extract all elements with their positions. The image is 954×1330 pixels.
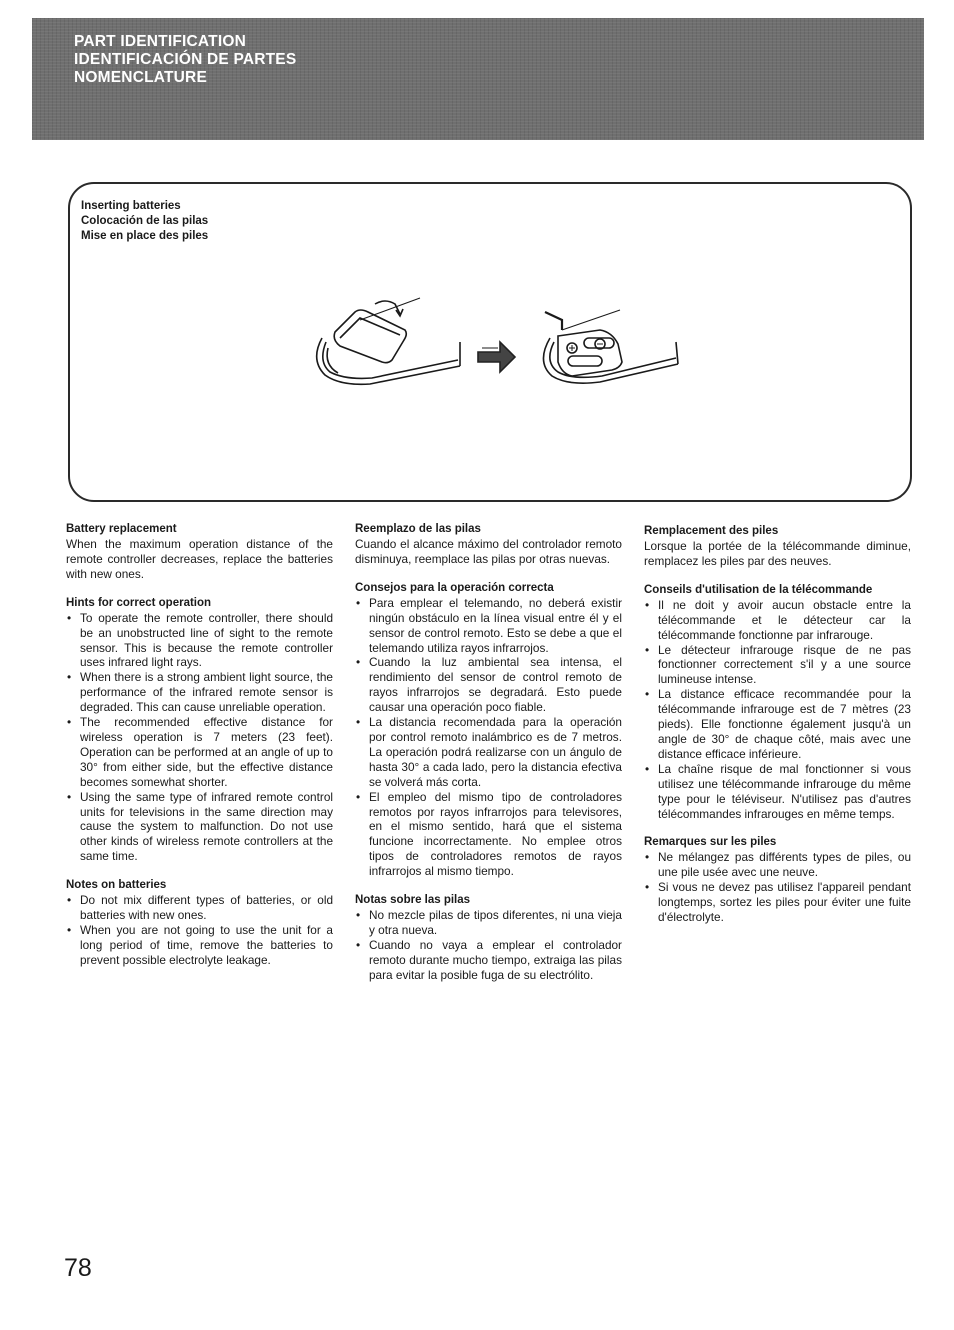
section-title-en: PART IDENTIFICATION [74, 33, 246, 50]
caption-en: Inserting batteries [81, 200, 181, 212]
notes-heading: Remarques sur les piles [644, 836, 777, 849]
list-item: • When there is a strong ambient light source, the performance of the infrared remote sensor is degraded. This can cause unreliable operation. [66, 670, 333, 715]
list-item: • El empleo del mismo tipo de controladores remotos por rayos infrarrojos para televisores, en el mismo sentido, hará que el sistema funcione incorrectamente. No emplee otros tipos de controladores remotos de rayos infrarrojos al mismo tiempo. [355, 790, 622, 879]
list-item: • The recommended effective distance for wireless operation is 7 meters (23 feet). Operation can be performed at an angle of up to 30° from either side, but the effective distance becomes somewhat shorter. [66, 715, 333, 790]
battery-replacement-text: Cuando el alcance máximo del controlador remoto disminuya, reemplace las pilas por otras nuevas. [355, 537, 622, 566]
list-item: • Le détecteur infrarouge risque de ne pas fonctionner correctement s'il y a une source lumineuse intense. [644, 643, 911, 688]
hints-list [644, 598, 911, 822]
arrow-right-icon [478, 342, 515, 372]
caption-fr: Mise en place des piles [81, 230, 209, 242]
notes-heading: Notas sobre las pilas [355, 894, 471, 907]
caption-es: Colocación de las pilas [81, 215, 209, 227]
remote-cover-closed-icon [317, 298, 460, 384]
spanish-column [355, 522, 622, 997]
section-title-fr: NOMENCLATURE [74, 69, 207, 86]
list-item: • Using the same type of infrared remote control units for televisions in the same direction may cause the system to malfunction. Do not use other kinds of wireless remote controllers at the same time. [66, 790, 333, 865]
list-item: • La chaîne risque de mal fonctionner si vous utilisez une télécommande infrarouge du même type pour le téléviseur. N'utilisez pas d'autres télécommandes infrarouges en même temps. [644, 762, 911, 822]
list-item: • Ne mélangez pas différents types de piles, ou une pile usée avec une neuve. [644, 850, 911, 880]
notes-heading: Notes on batteries [66, 879, 167, 892]
remote-battery-compartment-icon [543, 310, 678, 383]
notes-list [355, 908, 622, 983]
list-item: • La distancia recomendada para la operación por control remoto inalámbrico es de 7 metros. La operación podrá realizarse con un ángulo de hasta 30° a cada lado, pero la distancia efectiva se volverá más corta. [355, 715, 622, 790]
list-item: • Il ne doit y avoir aucun obstacle entre la télécommande et le détecteur car la télécommande fonctionne par infrarouge. [644, 598, 911, 643]
list-item: • Cuando la luz ambiental sea intensa, el rendimiento del sensor de control remoto de rayos infrarrojos se degradará. Esto puede causar una operación poco fiable. [355, 655, 622, 715]
french-column [644, 524, 911, 939]
list-item: • To operate the remote controller, there should be an unobstructed line of sight to the remote sensor. This is because the remote controller uses infrared light rays. [66, 611, 333, 671]
battery-insertion-illustration [300, 290, 690, 400]
hints-list [355, 596, 622, 879]
hints-heading: Conseils d'utilisation de la télécommande [644, 583, 873, 596]
list-item: • Si vous ne devez pas utilisez l'appareil pendant longtemps, sortez les piles pour éviter une fuite d'électrolyte. [644, 880, 911, 925]
section-titles [74, 33, 296, 87]
list-item: • When you are not going to use the unit for a long period of time, remove the batteries to prevent possible electrolyte leakage. [66, 923, 333, 968]
page-number: 78 [64, 1254, 92, 1282]
hints-heading: Hints for correct operation [66, 596, 212, 609]
hints-list [66, 611, 333, 864]
battery-replacement-heading: Battery replacement [66, 523, 177, 535]
list-item: • La distance efficace recommandée pour la télécommande infrarouge est de 7 mètres (23 pieds). Elle fonctionne également jusqu'à un angle de 30° de chaque côté, mais avec une distance efficace inférieure. [644, 687, 911, 762]
list-item: • Para emplear el telemando, no deberá existir ningún obstáculo en la línea visual entre él y el sensor de control remoto. Esto se debe a que el telemando utiliza rayos infrarrojos. [355, 596, 622, 656]
list-item: • No mezcle pilas de tipos diferentes, ni una vieja y otra nueva. [355, 908, 622, 938]
battery-replacement-heading: Reemplazo de las pilas [355, 523, 481, 535]
section-title-es: IDENTIFICACIÓN DE PARTES [74, 51, 297, 68]
battery-replacement-heading: Remplacement des piles [644, 525, 779, 537]
notes-list [66, 893, 333, 968]
notes-list [644, 850, 911, 925]
list-item: • Do not mix different types of batteries, or old batteries with new ones. [66, 893, 333, 923]
list-item: • Cuando no vaya a emplear el controlador remoto durante mucho tiempo, extraiga las pilas para evitar la posible fuga de su electrólito. [355, 938, 622, 983]
battery-replacement-text: When the maximum operation distance of the remote controller decreases, replace the batteries with new ones. [66, 537, 333, 581]
battery-replacement-text: Lorsque la portée de la télécommande diminue, remplacez les piles par des neuves. [644, 539, 911, 568]
english-column [66, 522, 333, 982]
hints-heading: Consejos para la operación correcta [355, 581, 554, 594]
figure-caption [81, 199, 208, 244]
